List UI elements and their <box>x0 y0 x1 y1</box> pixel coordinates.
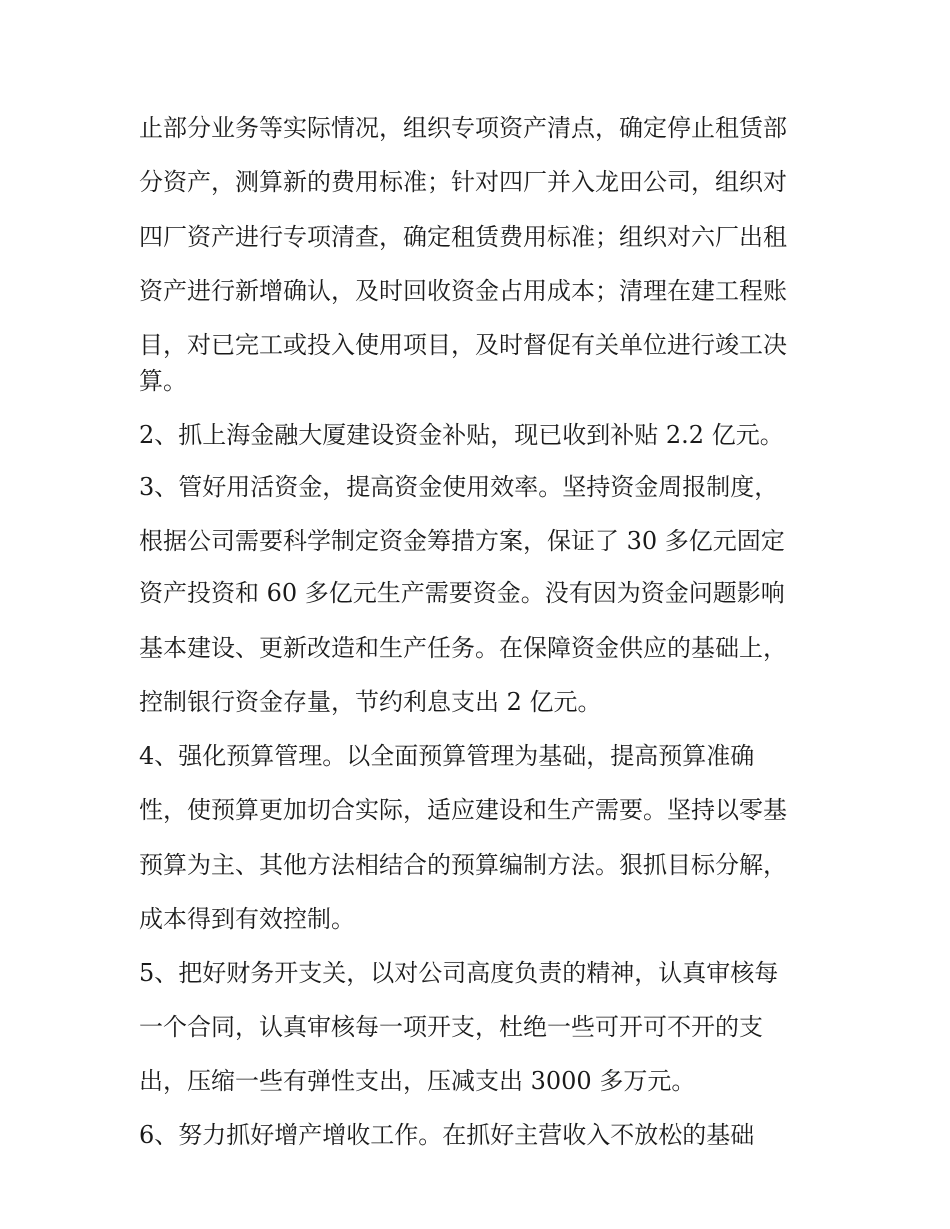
text-line: 预算为主、其他方法相结合的预算编制方法。狠抓目标分解， <box>139 851 787 879</box>
text-line: 分资产，测算新的费用标准；针对四厂并入龙田公司，组织对 <box>139 168 787 196</box>
text-line: 算。 <box>139 367 187 395</box>
text-line: 控制银行资金存量，节约利息支出 2 亿元。 <box>139 688 602 716</box>
text-line: 性，使预算更加切合实际，适应建设和生产需要。坚持以零基 <box>139 796 787 824</box>
text-line: 3、管好用活资金，提高资金使用效率。坚持资金周报制度， <box>139 473 779 501</box>
text-line: 出，压缩一些有弹性支出，压减支出 3000 多万元。 <box>139 1067 696 1095</box>
text-line: 止部分业务等实际情况，组织专项资产清点，确定停止租赁部 <box>139 114 787 142</box>
text-line: 4、强化预算管理。以全面预算管理为基础，提高预算准确 <box>139 742 755 770</box>
text-line: 基本建设、更新改造和生产任务。在保障资金供应的基础上， <box>139 634 787 662</box>
text-line: 目，对已完工或投入使用项目，及时督促有关单位进行竣工决 <box>139 331 787 359</box>
text-line: 5、把好财务开支关，以对公司高度负责的精神，认真审核每 <box>139 959 779 987</box>
text-line: 资产投资和 60 多亿元生产需要资金。没有因为资金问题影响 <box>139 579 785 607</box>
text-line: 根据公司需要科学制定资金筹措方案，保证了 30 多亿元固定 <box>139 527 785 555</box>
text-line: 成本得到有效控制。 <box>139 905 355 933</box>
text-line: 四厂资产进行专项清查，确定租赁费用标准；组织对六厂出租 <box>139 223 787 251</box>
text-line: 2、抓上海金融大厦建设资金补贴，现已收到补贴 2.2 亿元。 <box>139 421 784 449</box>
text-line: 资产进行新增确认，及时回收资金占用成本；清理在建工程账 <box>139 277 787 305</box>
text-line: 一个合同，认真审核每一项开支，杜绝一些可开可不开的支 <box>139 1013 763 1041</box>
text-line: 6、努力抓好增产增收工作。在抓好主营收入不放松的基础 <box>139 1121 755 1149</box>
